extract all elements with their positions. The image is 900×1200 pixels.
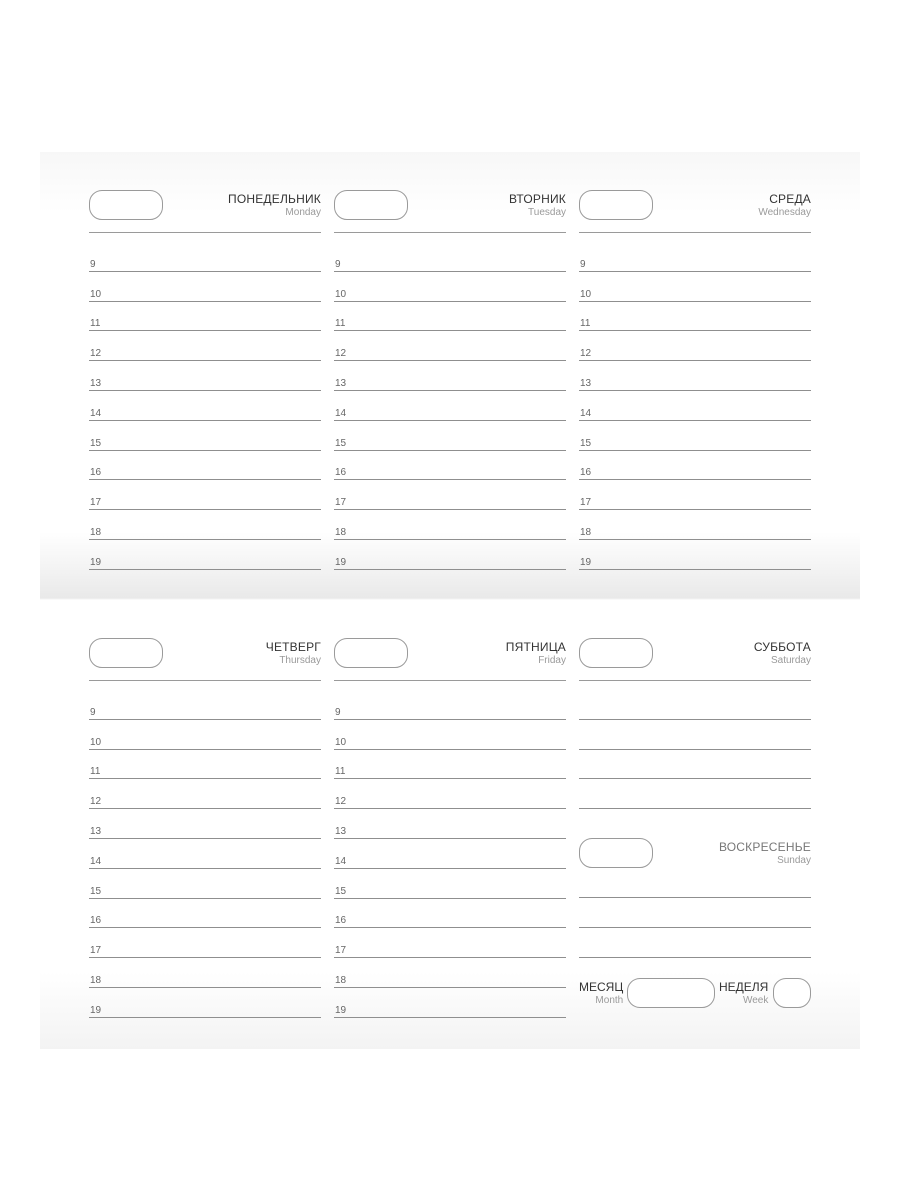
month-week-block — [579, 978, 811, 1012]
note-line[interactable] — [579, 928, 811, 958]
hour-line[interactable] — [579, 361, 811, 391]
day-name-en: Saturday — [770, 655, 811, 666]
hour-line[interactable] — [334, 361, 566, 391]
hour-line[interactable] — [334, 302, 566, 332]
hour-line[interactable] — [579, 421, 811, 451]
hour-number: 11 — [580, 318, 591, 330]
hour-list — [334, 690, 566, 1018]
day-name-ru: ЧЕТВЕРГ — [265, 640, 321, 654]
hour-number: 10 — [335, 736, 347, 748]
hour-line[interactable] — [334, 510, 566, 540]
hour-number: 17 — [335, 497, 347, 509]
hour-line[interactable] — [334, 421, 566, 451]
day-name-en: Thursday — [279, 655, 321, 666]
hour-line[interactable] — [334, 779, 566, 809]
hour-number: 9 — [90, 706, 96, 718]
hour-number: 17 — [580, 497, 592, 509]
hour-number: 10 — [90, 288, 102, 300]
note-line[interactable] — [579, 690, 811, 720]
hour-number: 18 — [335, 526, 347, 538]
hour-line[interactable] — [89, 540, 321, 570]
hour-number: 10 — [90, 736, 102, 748]
hour-number: 15 — [335, 437, 347, 449]
hour-number: 17 — [90, 497, 102, 509]
hour-line[interactable] — [334, 690, 566, 720]
hour-line[interactable] — [89, 451, 321, 481]
hour-number: 15 — [580, 437, 592, 449]
day-column-friday — [334, 638, 566, 1018]
day-header — [334, 638, 566, 681]
hour-line[interactable] — [334, 242, 566, 272]
week-label-en: Week — [742, 995, 769, 1006]
hour-number: 19 — [335, 556, 347, 568]
week-label: НЕДЕЛЯ — [719, 980, 769, 994]
hour-line[interactable] — [334, 391, 566, 421]
hour-number: 9 — [335, 258, 341, 270]
hour-list — [89, 242, 321, 570]
hour-line[interactable] — [89, 361, 321, 391]
hour-line[interactable] — [89, 510, 321, 540]
day-column-wednesday — [579, 190, 811, 570]
day-name-ru: ПЯТНИЦА — [505, 640, 566, 654]
note-line[interactable] — [579, 779, 811, 809]
hour-line[interactable] — [334, 451, 566, 481]
hour-line[interactable] — [579, 451, 811, 481]
hour-line[interactable] — [579, 480, 811, 510]
hour-line[interactable] — [89, 809, 321, 839]
hour-line[interactable] — [89, 720, 321, 750]
hour-line[interactable] — [89, 242, 321, 272]
hour-line[interactable] — [334, 928, 566, 958]
hour-number: 15 — [335, 885, 347, 897]
hour-number: 13 — [90, 825, 102, 837]
hour-line[interactable] — [334, 899, 566, 929]
date-box[interactable] — [334, 638, 408, 668]
hour-list — [334, 242, 566, 570]
sunday-lines — [579, 868, 811, 957]
hour-number: 12 — [335, 348, 347, 360]
hour-line[interactable] — [334, 480, 566, 510]
hour-line[interactable] — [579, 272, 811, 302]
month-label-en: Month — [595, 995, 624, 1006]
month-box[interactable] — [627, 978, 715, 1008]
hour-number: 14 — [90, 407, 102, 419]
week-box[interactable] — [773, 978, 811, 1008]
note-line[interactable] — [579, 750, 811, 780]
hour-line[interactable] — [579, 510, 811, 540]
hour-number: 12 — [335, 796, 347, 808]
hour-number: 10 — [335, 288, 347, 300]
hour-line[interactable] — [89, 331, 321, 361]
hour-line[interactable] — [334, 958, 566, 988]
hour-number: 18 — [580, 526, 592, 538]
hour-line[interactable] — [89, 480, 321, 510]
month-label: МЕСЯЦ — [579, 980, 624, 994]
hour-line[interactable] — [334, 540, 566, 570]
hour-line[interactable] — [334, 331, 566, 361]
day-name-ru: СРЕДА — [769, 192, 811, 206]
hour-line[interactable] — [334, 839, 566, 869]
date-box[interactable] — [579, 190, 653, 220]
hour-number: 9 — [335, 706, 341, 718]
hour-number: 17 — [335, 945, 347, 957]
day-header — [89, 190, 321, 233]
hour-number: 19 — [335, 1004, 347, 1016]
hour-number: 18 — [90, 526, 102, 538]
hour-number: 14 — [580, 407, 592, 419]
saturday-lines — [579, 690, 811, 809]
hour-number: 12 — [580, 348, 592, 360]
hour-line[interactable] — [89, 272, 321, 302]
hour-line[interactable] — [89, 928, 321, 958]
hour-line[interactable] — [579, 242, 811, 272]
date-box[interactable] — [579, 638, 653, 668]
date-box[interactable] — [89, 638, 163, 668]
hour-number: 11 — [335, 318, 346, 330]
date-box[interactable] — [579, 838, 653, 868]
hour-line[interactable] — [89, 779, 321, 809]
hour-line[interactable] — [579, 391, 811, 421]
hour-line[interactable] — [579, 331, 811, 361]
hour-number: 11 — [90, 318, 101, 330]
hour-line[interactable] — [579, 302, 811, 332]
hour-number: 13 — [335, 377, 347, 389]
hour-line[interactable] — [334, 809, 566, 839]
date-box[interactable] — [334, 190, 408, 220]
hour-line[interactable] — [334, 988, 566, 1018]
hour-line[interactable] — [579, 540, 811, 570]
hour-number: 11 — [90, 766, 101, 778]
hour-line[interactable] — [334, 720, 566, 750]
day-header — [579, 190, 811, 233]
hour-number: 14 — [90, 855, 102, 867]
hour-line[interactable] — [89, 988, 321, 1018]
hour-number: 18 — [335, 974, 347, 986]
hour-number: 17 — [90, 945, 102, 957]
day-header — [334, 190, 566, 233]
day-name-en: Sunday — [777, 855, 811, 867]
hour-number: 13 — [580, 377, 592, 389]
day-column-tuesday — [334, 190, 566, 570]
day-header — [89, 638, 321, 681]
day-name-ru: ВОСКРЕСЕНЬЕ — [718, 840, 811, 855]
hour-number: 16 — [90, 467, 102, 479]
note-line[interactable] — [579, 868, 811, 898]
hour-number: 19 — [90, 556, 102, 568]
hour-number: 10 — [580, 288, 592, 300]
planner-sheet — [40, 152, 860, 1049]
hour-number: 9 — [90, 258, 96, 270]
hour-number: 11 — [335, 766, 346, 778]
day-column-monday — [89, 190, 321, 570]
hour-line[interactable] — [89, 899, 321, 929]
hour-line[interactable] — [89, 839, 321, 869]
hour-number: 12 — [90, 348, 102, 360]
date-box[interactable] — [89, 190, 163, 220]
hour-number: 16 — [580, 467, 592, 479]
hour-number: 16 — [335, 915, 347, 927]
note-line[interactable] — [579, 898, 811, 928]
hour-line[interactable] — [89, 958, 321, 988]
hour-line[interactable] — [334, 750, 566, 780]
hour-line[interactable] — [89, 391, 321, 421]
note-line[interactable] — [579, 720, 811, 750]
hour-number: 15 — [90, 885, 102, 897]
day-name-ru: ВТОРНИК — [508, 192, 566, 206]
day-name-ru: СУББОТА — [753, 640, 811, 654]
hour-number: 16 — [335, 467, 347, 479]
hour-number: 15 — [90, 437, 102, 449]
hour-line[interactable] — [89, 869, 321, 899]
hour-line[interactable] — [89, 421, 321, 451]
hour-line[interactable] — [89, 750, 321, 780]
hour-line[interactable] — [89, 690, 321, 720]
day-name-en: Wednesday — [758, 207, 811, 218]
hour-number: 12 — [90, 796, 102, 808]
hour-number: 19 — [90, 1004, 102, 1016]
day-name-en: Tuesday — [528, 207, 566, 218]
hour-number: 13 — [335, 825, 347, 837]
day-name-ru: ПОНЕДЕЛЬНИК — [228, 192, 321, 206]
hour-line[interactable] — [334, 869, 566, 899]
hour-number: 9 — [580, 258, 586, 270]
day-column-weekend — [579, 638, 811, 1038]
hour-number: 16 — [90, 915, 102, 927]
hour-line[interactable] — [89, 302, 321, 332]
hour-list — [579, 242, 811, 570]
hour-number: 14 — [335, 855, 347, 867]
day-name-en: Monday — [285, 207, 321, 218]
hour-list — [89, 690, 321, 1018]
hour-line[interactable] — [334, 272, 566, 302]
hour-number: 14 — [335, 407, 347, 419]
hour-number: 13 — [90, 377, 102, 389]
hour-number: 18 — [90, 974, 102, 986]
hour-number: 19 — [580, 556, 592, 568]
day-name-en: Friday — [538, 655, 566, 666]
day-column-thursday — [89, 638, 321, 1018]
day-header-saturday — [579, 638, 811, 681]
